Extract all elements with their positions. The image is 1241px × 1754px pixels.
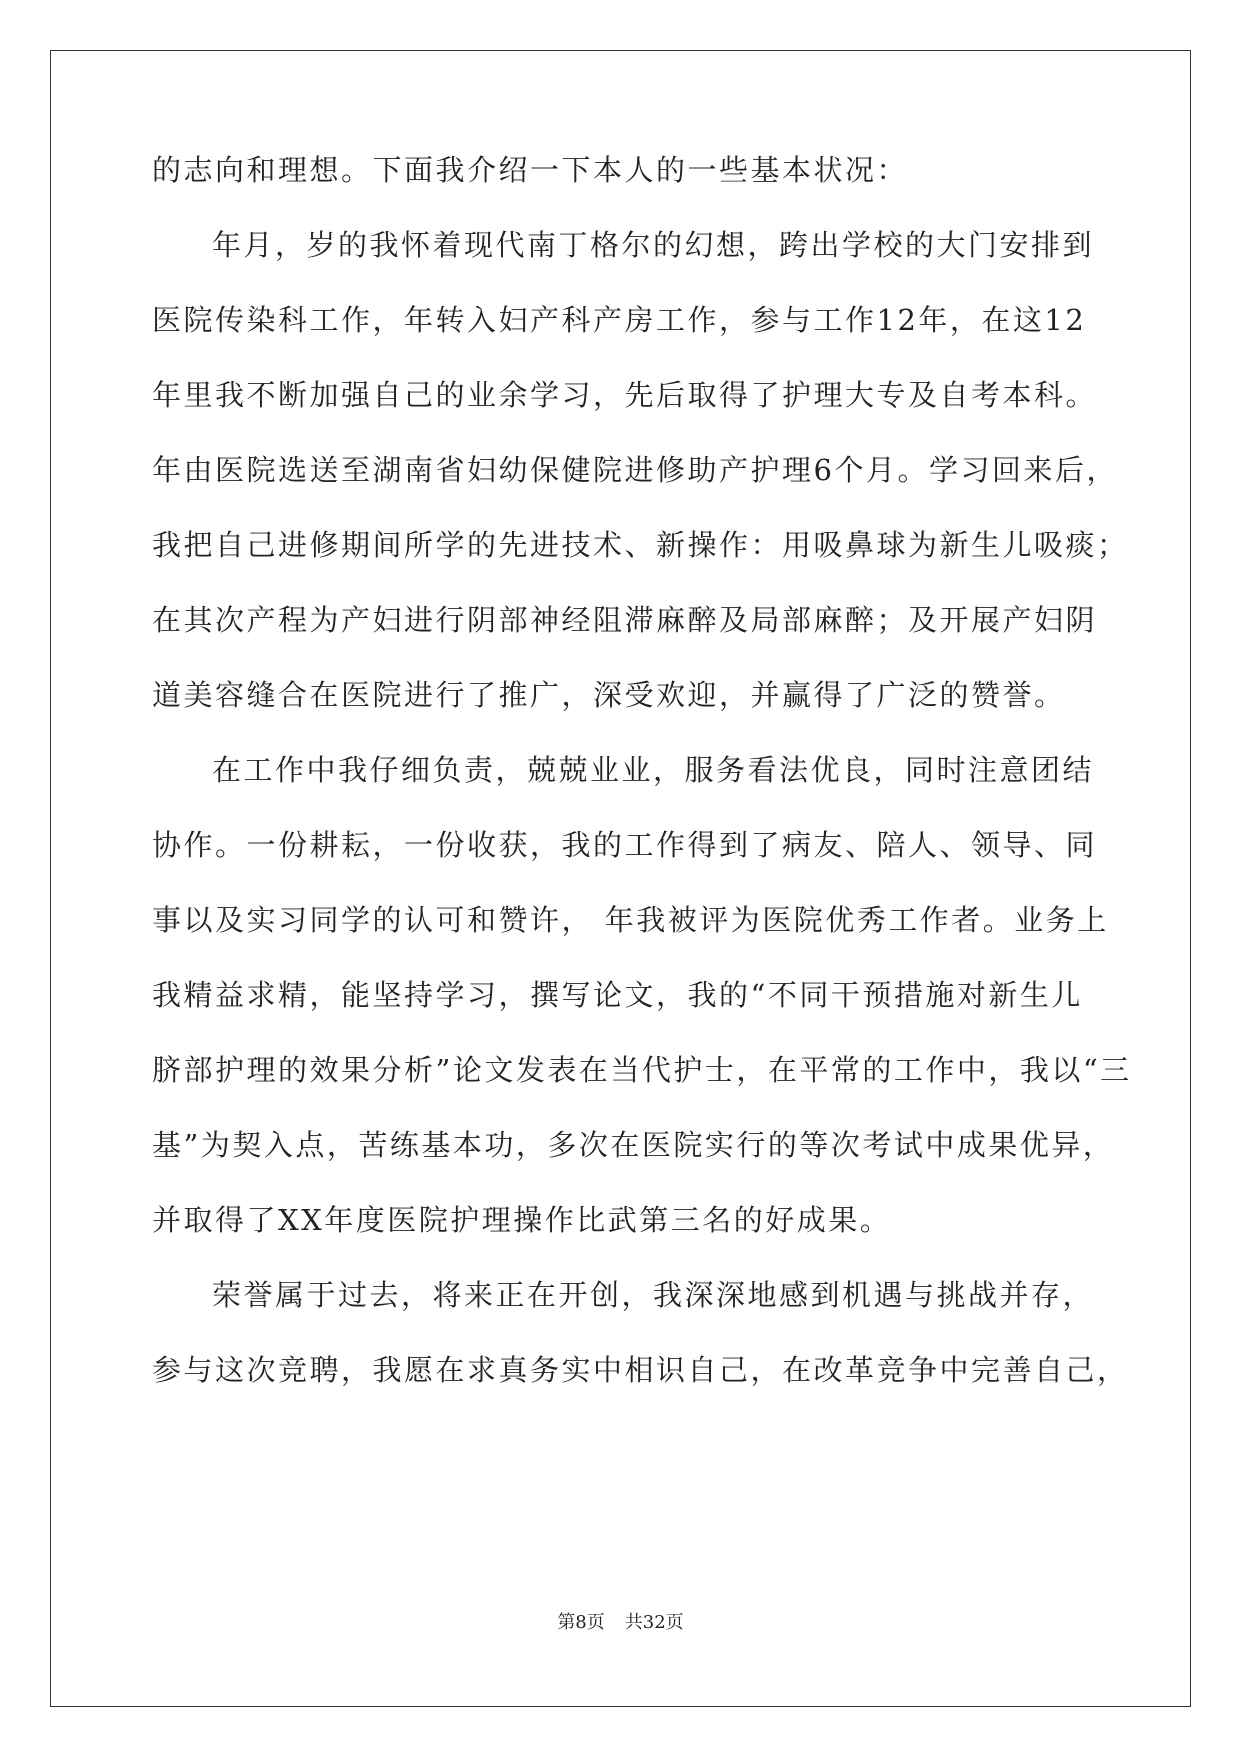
text-line-17: 参与这次竞聘，我愿在求真务实中相识自己，在改革竞争中完善自己， bbox=[152, 1353, 1129, 1387]
text-line-5: 年由医院选送至湖南省妇幼保健院进修助产护理6个月。学习回来后， bbox=[152, 453, 1118, 487]
text-line-6: 我把自己进修期间所学的先进技术、新操作：用吸鼻球为新生儿吸痰； bbox=[152, 528, 1129, 562]
text-line-10: 协作。一份耕耘，一份收获，我的工作得到了病友、陪人、领导、同 bbox=[152, 828, 1098, 862]
text-line-2: 年月，岁的我怀着现代南丁格尔的幻想，跨出学校的大门安排到 bbox=[212, 228, 1095, 262]
page-total: 共32页 bbox=[624, 1612, 684, 1633]
text-line-1: 的志向和理想。下面我介绍一下本人的一些基本状况： bbox=[152, 153, 909, 187]
text-line-14: 基”为契入点，苦练基本功，多次在医院实行的等次考试中成果优异， bbox=[152, 1128, 1115, 1162]
text-line-12: 我精益求精，能坚持学习，撰写论文，我的“不同干预措施对新生儿 bbox=[152, 978, 1083, 1012]
page-footer bbox=[0, 1611, 1241, 1635]
text-line-4: 年里我不断加强自己的业余学习，先后取得了护理大专及自考本科。 bbox=[152, 378, 1098, 412]
text-line-8: 道美容缝合在医院进行了推广，深受欢迎，并赢得了广泛的赞誉。 bbox=[152, 678, 1066, 712]
text-line-9: 在工作中我仔细负责，兢兢业业，服务看法优良，同时注意团结 bbox=[212, 753, 1095, 787]
page-border bbox=[50, 50, 1191, 1707]
text-line-15: 并取得了XX年度医院护理操作比武第三名的好成果。 bbox=[152, 1203, 892, 1237]
text-line-7: 在其次产程为产妇进行阴部神经阻滞麻醉及局部麻醉；及开展产妇阴 bbox=[152, 603, 1098, 637]
text-line-13: 脐部护理的效果分析”论文发表在当代护士，在平常的工作中，我以“三 bbox=[152, 1053, 1132, 1087]
text-line-16: 荣誉属于过去，将来正在开创，我深深地感到机遇与挑战并存， bbox=[212, 1278, 1095, 1312]
text-line-11: 事以及实习同学的认可和赞许， 年我被评为医院优秀工作者。业务上 bbox=[152, 903, 1109, 937]
page-number: 第8页 bbox=[557, 1612, 605, 1633]
text-line-3: 医院传染科工作，年转入妇产科产房工作，参与工作12年，在这12 bbox=[152, 303, 1087, 337]
